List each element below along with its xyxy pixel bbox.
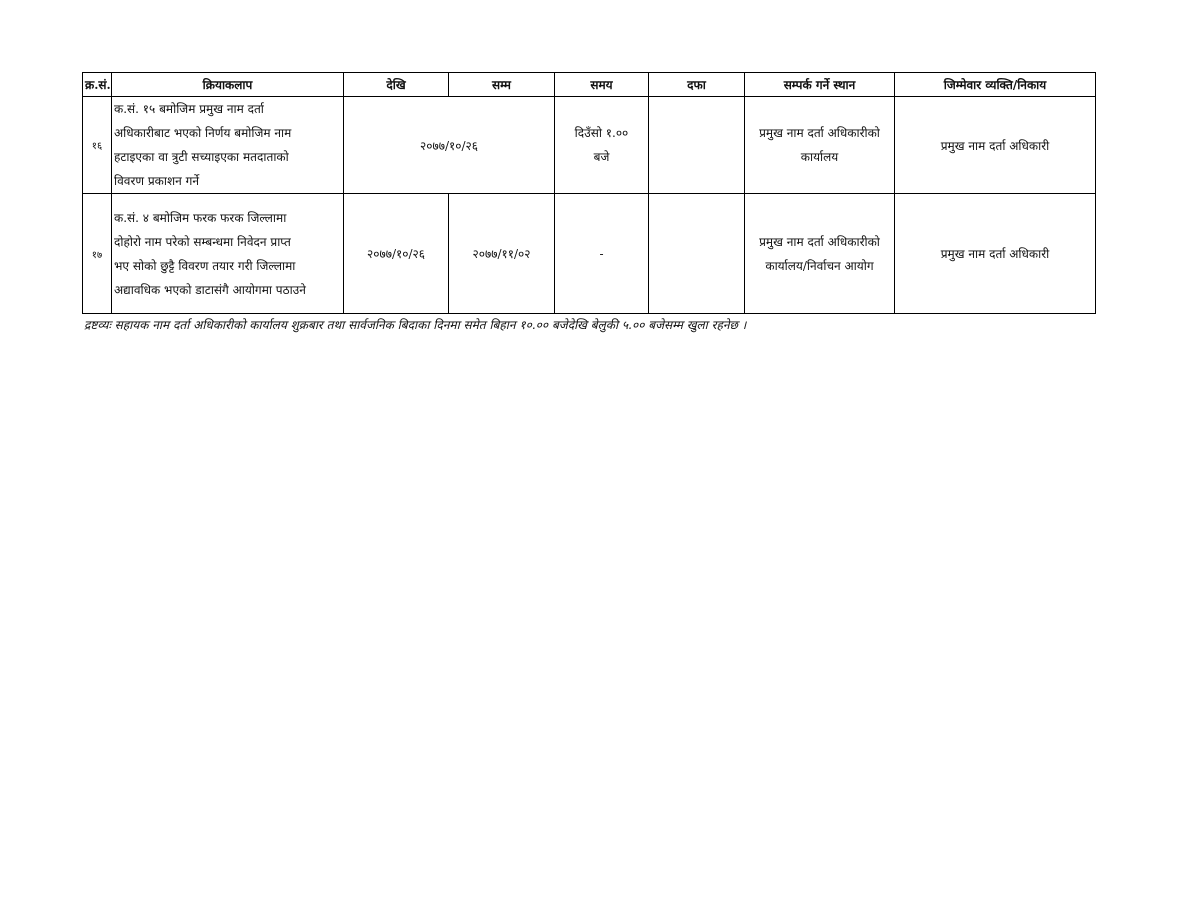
- header-responsible: जिम्मेवार व्यक्ति/निकाय: [895, 73, 1096, 97]
- activity-line: दोहोरो नाम परेको सम्बन्धमा निवेदन प्राप्त: [114, 234, 291, 249]
- activity-line: अद्यावधिक भएको डाटासंगै आयोगमा पठाउने: [114, 282, 306, 297]
- table-row: [83, 97, 1096, 194]
- row-responsible: प्रमुख नाम दर्ता अधिकारी: [895, 194, 1096, 314]
- schedule-table: [82, 72, 1096, 314]
- header-activity: क्रियाकलाप: [112, 73, 344, 97]
- contact-line: प्रमुख नाम दर्ता अधिकारीको: [759, 126, 880, 140]
- time-line: दिउँसो १.००: [574, 126, 629, 140]
- row-contact: [745, 194, 895, 314]
- row-activity: [112, 97, 344, 194]
- contact-line: कार्यालय/निर्वाचन आयोग: [765, 258, 874, 273]
- row-time: -: [555, 194, 649, 314]
- row-to: २०७७/११/०२: [449, 194, 555, 314]
- row-date: २०७७/१०/२६: [344, 97, 555, 194]
- header-from: देखि: [344, 73, 449, 97]
- contact-line: कार्यालय: [800, 150, 839, 164]
- row-responsible: प्रमुख नाम दर्ता अधिकारी: [895, 97, 1096, 194]
- header-contact: सम्पर्क गर्ने स्थान: [745, 73, 895, 97]
- row-section: [649, 97, 745, 194]
- contact-line: प्रमुख नाम दर्ता अधिकारीको: [759, 234, 880, 249]
- activity-line: क.सं. ४ बमोजिम फरक फरक जिल्लामा: [114, 210, 287, 225]
- header-section: दफा: [649, 73, 745, 97]
- activity-line: विवरण प्रकाशन गर्ने: [114, 174, 200, 188]
- row-from: २०७७/१०/२६: [344, 194, 449, 314]
- activity-line: हटाइएका वा त्रुटी सच्याइएका मतदाताको: [114, 150, 289, 164]
- document-page: [82, 72, 1095, 333]
- time-line: बजे: [593, 150, 610, 164]
- footnote: द्रष्टव्यः सहायक नाम दर्ता अधिकारीको कार्यालय शुक्रबार तथा सार्वजनिक बिदाका दिनमा समेत बिहान १०.०० बजेदेखि बेलुकी ५.०० बजेसम्म खुला रहनेछ ।: [84, 318, 747, 332]
- row-sn: १७: [83, 194, 112, 314]
- header-to: सम्म: [449, 73, 555, 97]
- table-header-row: [83, 73, 1096, 97]
- header-time: समय: [555, 73, 649, 97]
- activity-line: भए सोको छुट्टै विवरण तयार गरी जिल्लामा: [114, 258, 296, 273]
- row-activity: [112, 194, 344, 314]
- activity-line: अधिकारीबाट भएको निर्णय बमोजिम नाम: [114, 126, 292, 140]
- row-sn: १६: [83, 97, 112, 194]
- row-contact: [745, 97, 895, 194]
- activity-line: क.सं. १५ बमोजिम प्रमुख नाम दर्ता: [114, 102, 264, 116]
- row-time: [555, 97, 649, 194]
- row-section: [649, 194, 745, 314]
- table-row: [83, 194, 1096, 314]
- header-sn: क्र.सं.: [83, 73, 112, 97]
